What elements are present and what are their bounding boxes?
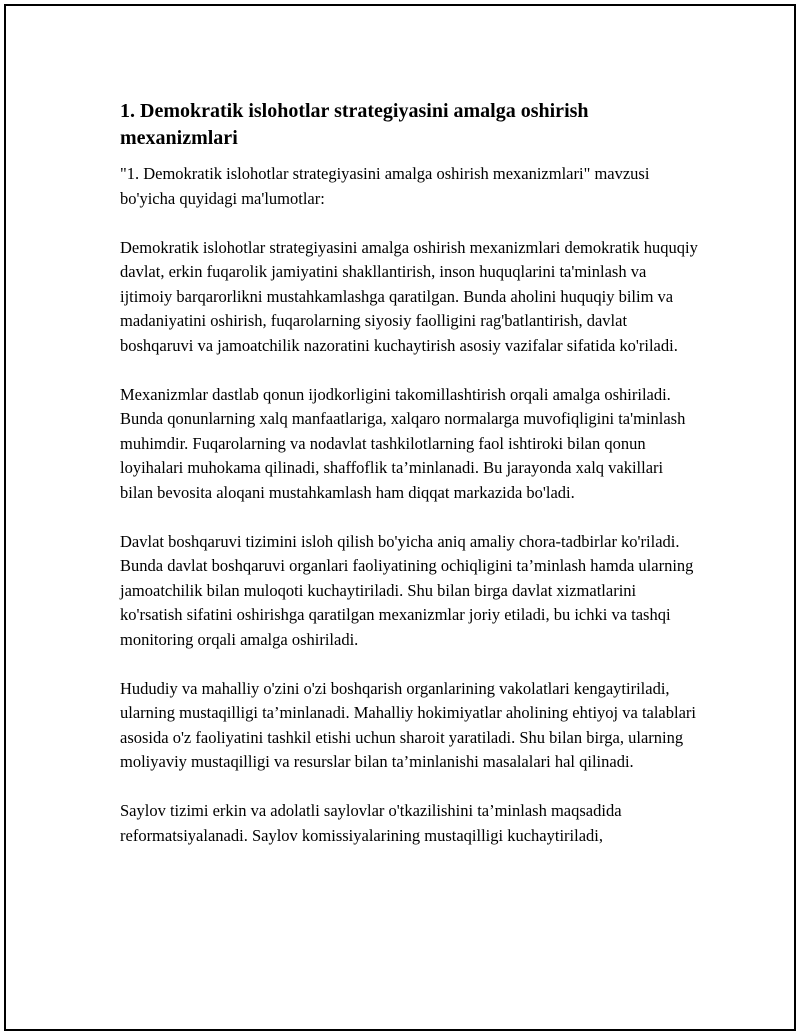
paragraph-2: Mexanizmlar dastlab qonun ijodkorligini takomillashtirish orqali amalga oshiriladi. Bunda qonunlarning xalq manfaatlariga, xalqaro normalarga muvofiqligini ta'minlash muhimdir. Fuqarolarning va nodavlat tashkilotlarning faol ishtiroki bilan qonun loyihalari muhokama qilinadi, shaffoflik ta’minlanadi. Bu jarayonda xalq vakillari bilan bevosita aloqani mustahkamlash ham diqqat markazida bo'ladi.: [120, 384, 686, 502]
document-body: [120, 98, 700, 873]
paragraph-4: Hududiy va mahalliy o'zini o'zi boshqarish organlarining vakolatlari kengaytiriladi, ularning mustaqilligi ta’minlanadi. Mahalliy hokimiyatlar aholining ehtiyoj va talablari asosida o'z faoliyatini tashkil etishi uchun sharoit yaratiladi. Shu bilan birga, ularning moliyaviy mustaqilligi va resurslar bilan ta’minlanishi masalalari hal qilinadi.: [120, 678, 696, 771]
page-frame: [4, 4, 796, 1031]
paragraph-5: Saylov tizimi erkin va adolatli saylovlar o'tkazilishini ta’minlash maqsadida reformatsiyalanadi. Saylov komissiyalarining mustaqilligi kuchaytiriladi,: [120, 801, 622, 845]
paragraph-1: Demokratik islohotlar strategiyasini amalga oshirish mexanizmlari demokratik huquqiy davlat, erkin fuqarolik jamiyatini shakllantirish, inson huquqlarini ta'minlash va ijtimoiy barqarorlikni mustahkamlashga qaratilgan. Bunda aholini huquqiy bilim va madaniyatini oshirish, fuqarolarning siyosiy faolligini rag'batlantirish, davlat boshqaruvi va jamoatchilik nazoratini kuchaytirish asosiy vazifalar sifatida ko'riladi.: [120, 237, 698, 355]
paragraph-intro: "1. Demokratik islohotlar strategiyasini amalga oshirish mexanizmlari" mavzusi bo'yicha quyidagi ma'lumotlar:: [120, 164, 650, 208]
document-title: 1. Demokratik islohotlar strategiyasini amalga oshirish mexanizmlari: [120, 100, 589, 149]
paragraph-3: Davlat boshqaruvi tizimini isloh qilish bo'yicha aniq amaliy chora-tadbirlar ko'riladi. Bunda davlat boshqaruvi organlari faoliyatining ochiqligini ta’minlash hamda ularning jamoatchilik bilan muloqoti kuchaytiriladi. Shu bilan birga davlat xizmatlarini ko'rsatish sifatini oshirishga qaratilgan mexanizmlar joriy etiladi, bu ichki va tashqi monitoring orqali amalga oshiriladi.: [120, 531, 694, 649]
